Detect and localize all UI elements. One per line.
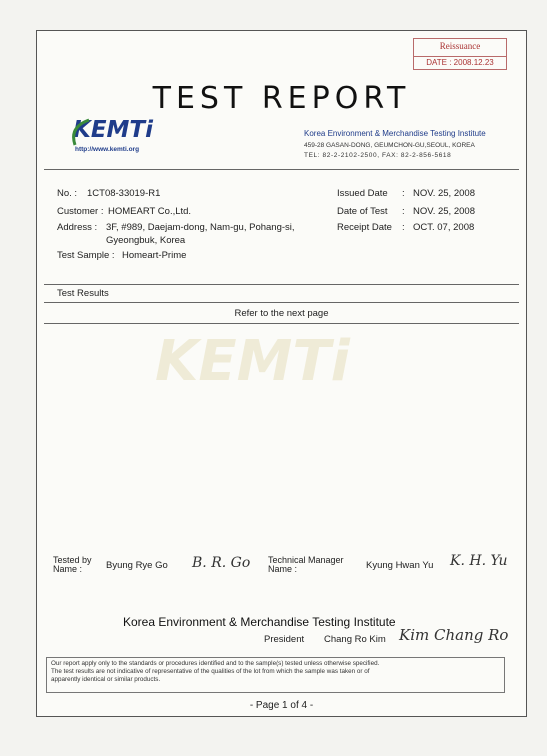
report-no-value: 1CT08-33019-R1: [87, 188, 161, 199]
test-date-label: Date of Test: [337, 206, 388, 217]
test-sample-label: Test Sample :: [57, 250, 115, 261]
technical-manager-signature: K. H. Yu: [450, 553, 508, 569]
address-line-2: Gyeongbuk, Korea: [106, 235, 186, 246]
receipt-date-label: Receipt Date: [337, 222, 392, 233]
tested-by-name: Byung Rye Go: [106, 560, 168, 571]
receipt-date-value: OCT. 07, 2008: [413, 222, 475, 233]
president-signature: Kim Chang Ro: [399, 626, 509, 644]
disclaimer-line-1: Our report apply only to the standards or procedures identified and to the sample(s) tested unless otherwise specified.: [51, 660, 380, 667]
test-sample-value: Homeart-Prime: [122, 250, 187, 261]
institute-name: Korea Environment & Merchandise Testing Institute: [304, 129, 486, 138]
kemti-logo: KEMTi: [73, 117, 153, 143]
report-page: [36, 30, 527, 717]
stamp-date: DATE : 2008.12.23: [414, 56, 506, 67]
institute-address: 459-28 GASAN-DONG, GEUMCHON-GU,SEOUL, KOREA: [304, 142, 475, 149]
address-label: Address :: [57, 222, 98, 233]
tested-by-signature: B. R. Go: [192, 555, 251, 571]
president-name: Chang Ro Kim: [324, 634, 386, 645]
technical-manager-name: Kyung Hwan Yu: [366, 560, 434, 571]
customer-label: Customer :: [57, 206, 104, 217]
disclaimer-line-2: The test results are not indicative of representative of the qualities of the lot from which the sample was taken or of: [51, 668, 370, 675]
logo-swoosh-icon: [67, 117, 93, 147]
customer-value: HOMEART Co.,Ltd.: [108, 206, 192, 217]
issued-date-value: NOV. 25, 2008: [413, 188, 475, 199]
test-results-heading: Test Results: [57, 288, 109, 299]
receipt-date-colon: :: [402, 222, 405, 233]
footer-institute-name: Korea Environment & Merchandise Testing Institute: [123, 615, 396, 629]
issued-date-label: Issued Date: [337, 188, 388, 199]
reissuance-stamp: [413, 38, 507, 70]
technical-manager-label-line-1: Technical Manager: [268, 555, 344, 565]
page-number: - Page 1 of 4 -: [249, 700, 314, 711]
tested-by-label-line-1: Tested by: [53, 555, 92, 565]
disclaimer-box: [46, 657, 505, 693]
tested-by-label-line-2: Name :: [53, 564, 83, 574]
test-date-colon: :: [402, 206, 405, 217]
report-title: TEST REPORT: [152, 81, 411, 116]
tested-by-label: [53, 556, 92, 574]
disclaimer-line-3: apparently identical or similar products.: [51, 676, 161, 683]
stamp-title: Reissuance: [439, 41, 481, 51]
logo-url: http://www.kemti.org: [75, 146, 140, 153]
president-label: President: [264, 634, 305, 645]
issued-date-colon: :: [402, 188, 405, 199]
institute-phone: TEL: 82-2-2102-2500, FAX: 82-2-856-5618: [304, 152, 452, 159]
results-note: Refer to the next page: [234, 308, 329, 319]
address-line-1: 3F, #989, Daejam-dong, Nam-gu, Pohang-si,: [106, 222, 295, 233]
results-heading-divider: [44, 302, 519, 303]
technical-manager-label: [268, 556, 344, 574]
report-no-label: No. :: [57, 188, 78, 199]
header-divider: [44, 169, 519, 170]
results-note-divider: [44, 323, 519, 324]
test-date-value: NOV. 25, 2008: [413, 206, 475, 217]
kemti-watermark: KEMTi: [155, 329, 350, 394]
technical-manager-label-line-2: Name :: [268, 564, 298, 574]
results-top-divider: [44, 284, 519, 285]
